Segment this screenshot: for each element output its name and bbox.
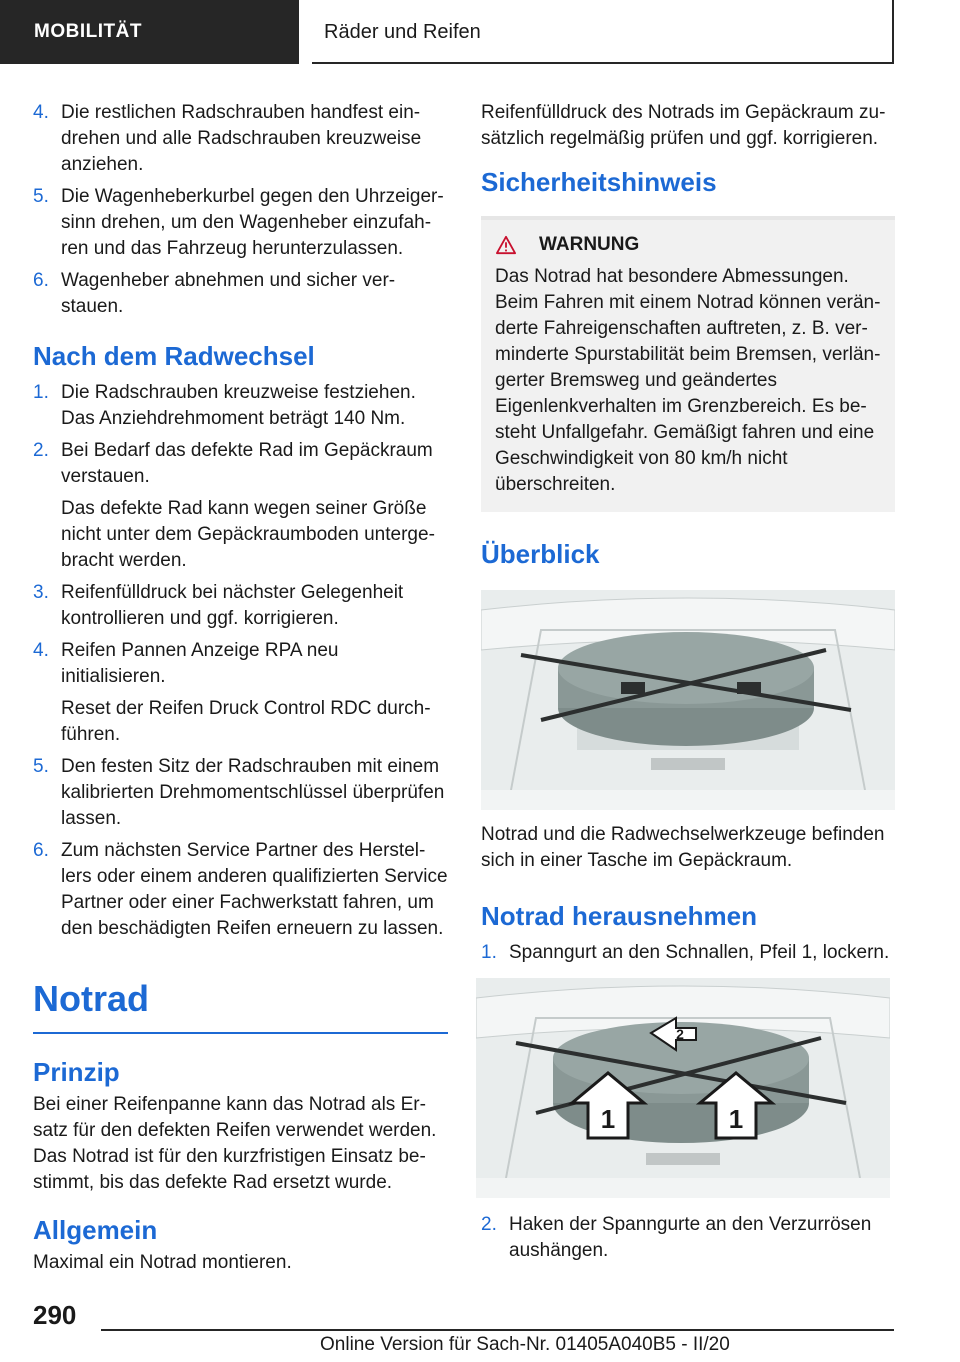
- heading-allgemein: Allgemein: [33, 1215, 158, 1245]
- arrow-label-right: 1: [728, 1104, 744, 1134]
- item-line: Die Radschrauben kreuzweise festziehen.: [61, 382, 416, 403]
- warning-title: [495, 234, 887, 256]
- item-note: Das defekte Rad kann wegen seiner Größe nicht unter dem Gepäckraumboden untergebracht werden.: [61, 498, 435, 571]
- arrow-label-2: 2: [676, 1026, 684, 1042]
- sicherheit-heading-block: [481, 166, 895, 220]
- list-item: [33, 754, 448, 832]
- list-item: [33, 100, 448, 178]
- list-number: 2.: [481, 1214, 497, 1235]
- list-number: 3.: [33, 582, 49, 603]
- trunk-straps-image: [476, 978, 890, 1198]
- heading-ueberblick: Überblick: [481, 539, 600, 569]
- list-item: [33, 184, 448, 262]
- list-text: Reifenfülldruck bei nächster Gelegenheit kontrollieren und ggf. korrigieren.: [61, 582, 404, 629]
- heading-sicherheitshinweis: Sicherheitshinweis: [481, 167, 717, 197]
- trunk-strap-illustration: [476, 978, 890, 1198]
- page-header: [0, 0, 960, 66]
- list-item: [33, 438, 448, 490]
- trunk-illustration: [481, 590, 895, 810]
- prinzip-text: Bei einer Reifenpanne kann das Notrad als Ersatz für den defekten Reifen verwendet werden. Das Notrad ist für den kurzfristigen Einsatz bestimmt, bis das defekte Rad ersetzt wurde.: [33, 1094, 437, 1193]
- list-text: Reifen Pannen Anzeige RPA neu initialisieren.: [61, 640, 339, 687]
- warning-text: Das Notrad hat besondere Abmessungen. Beim Fahren mit einem Notrad können veränderte Fahreigenschaften auftreten, z. B. verminderte Spurstabilität beim Bremsen, verlängerter Bremsweg und geändertes Eigenlenkverhalten im Grenzbereich. Es besteht Unfallgefahr. Gemäßigt fahren und eine Geschwindigkeit von 80 km/h nicht überschreiten.: [495, 266, 881, 495]
- list-text: Haken der Spanngurte an den Verzurrösen aushängen.: [509, 1214, 872, 1261]
- list-number: 1.: [481, 942, 497, 963]
- list-number: 4.: [33, 102, 49, 123]
- list-text: Spanngurt an den Schnallen, Pfeil 1, lockern.: [509, 942, 890, 963]
- list-item: [481, 1212, 895, 1264]
- right-column: [481, 100, 895, 1270]
- list-item: [481, 940, 895, 966]
- list-item: [33, 580, 448, 632]
- trunk-overview-image: [481, 590, 895, 810]
- footer-divider: [101, 1329, 894, 1331]
- list-number: 6.: [33, 840, 49, 861]
- warning-label: WARNUNG: [539, 234, 640, 255]
- item-sub: Das Anziehdrehmoment beträgt 140 Nm.: [61, 408, 406, 429]
- list-text: Die Wagenheberkurbel gegen den Uhrzeigersinn drehen, um den Wagenheber einzufahren und das Fahrzeug herunterzulassen.: [61, 186, 444, 259]
- heading-notrad: Notrad: [33, 976, 448, 1034]
- warning-triangle-icon: [495, 235, 517, 255]
- list-text: Die restlichen Radschrauben handfest eindrehen und alle Radschrauben kreuzweise anziehen.: [61, 102, 422, 175]
- intro-text: Reifenfülldruck des Notrads im Gepäckraum zusätzlich regelmäßig prüfen und ggf. korrigieren.: [481, 102, 886, 149]
- list-text: Wagenheber abnehmen und sicher verstauen.: [61, 270, 396, 317]
- list-number: 5.: [33, 186, 49, 207]
- list-item: [33, 638, 448, 690]
- page-number: 290: [33, 1300, 77, 1330]
- list-number: 6.: [33, 270, 49, 291]
- section-tab: MOBILITÄT: [0, 0, 299, 64]
- list-item: [33, 838, 448, 942]
- left-column: [33, 100, 448, 1282]
- heading-notrad-herausnehmen: Notrad herausnehmen: [481, 901, 757, 931]
- heading-nach-dem-radwechsel: Nach dem Radwechsel: [33, 341, 315, 371]
- list-text: Den festen Sitz der Radschrauben mit einem kalibrierten Drehmomentschlüssel überprüfen lassen.: [61, 756, 445, 829]
- list-number: 1.: [33, 382, 49, 403]
- list-text: [61, 380, 448, 432]
- list-text: Bei Bedarf das defekte Rad im Gepäckraum verstauen.: [61, 440, 433, 487]
- warning-box: [481, 220, 895, 512]
- arrow-label-left: 1: [600, 1104, 616, 1134]
- list-number: 2.: [33, 440, 49, 461]
- ueberblick-caption: Notrad und die Radwechselwerkzeuge befinden sich in einer Tasche im Gepäckraum.: [481, 824, 885, 871]
- allgemein-text: Maximal ein Notrad montieren.: [33, 1252, 292, 1273]
- list-number: 5.: [33, 756, 49, 777]
- heading-prinzip: Prinzip: [33, 1057, 120, 1087]
- chapter-title: Räder und Reifen: [312, 0, 894, 64]
- list-text: Zum nächsten Service Partner des Herstellers oder einem anderen qualifizierten Service Partner oder einer Fachwerkstatt fahren, um den beschädigten Reifen erneuern zu lassen.: [61, 840, 448, 939]
- list-number: 4.: [33, 640, 49, 661]
- footer-version: Online Version für Sach-Nr. 01405A040B5 - II/20: [320, 1334, 730, 1355]
- list-item: [33, 268, 448, 320]
- item-note: Reset der Reifen Druck Control RDC durchführen.: [61, 698, 431, 745]
- list-item: [33, 380, 448, 432]
